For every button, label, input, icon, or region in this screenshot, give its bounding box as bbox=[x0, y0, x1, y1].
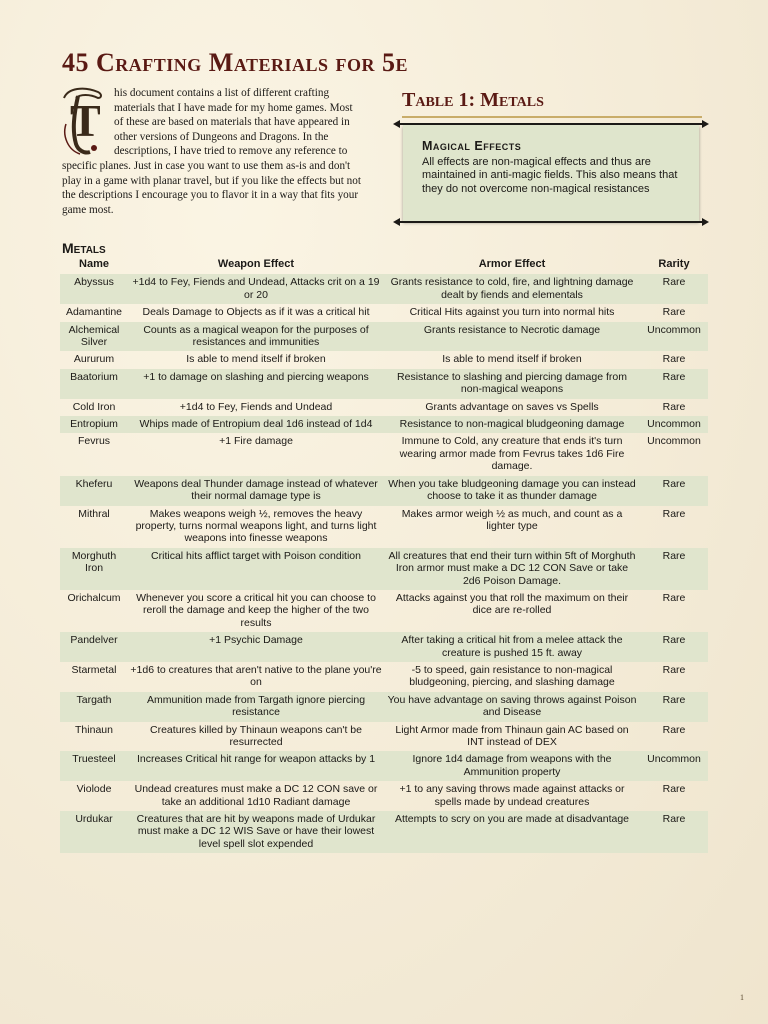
column-header-rarity: Rarity bbox=[658, 258, 690, 270]
metal-name-cell: Entropium bbox=[70, 418, 118, 431]
rarity-cell: Rare bbox=[662, 663, 686, 676]
armor-effect-cell: Resistance to non-magical bludgeoning damage bbox=[399, 418, 625, 431]
note-box bbox=[403, 125, 699, 221]
table-title: Table 1: Metals bbox=[402, 89, 544, 111]
section-title-metals: Metals bbox=[62, 240, 106, 256]
table-row bbox=[60, 399, 708, 416]
armor-effect-cell: +1 to any saving throws made against attacks or spells made by undead creatures bbox=[399, 783, 625, 808]
table-row bbox=[60, 274, 708, 304]
weapon-effect-cell: +1 Psychic Damage bbox=[209, 634, 303, 647]
weapon-effect-cell: Deals Damage to Objects as if it was a critical hit bbox=[142, 306, 370, 319]
armor-effect-cell: When you take bludgeoning damage you can instead choose to take it as thunder damage bbox=[388, 477, 636, 503]
rarity-cell: Rare bbox=[662, 306, 686, 319]
metal-name-cell: Alchemical Silver bbox=[68, 323, 120, 349]
rarity-cell: Rare bbox=[662, 353, 686, 366]
metal-name-cell: Adamantine bbox=[65, 306, 123, 319]
armor-effect-cell: You have advantage on saving throws against Poison and Disease bbox=[387, 693, 637, 719]
column-header-name: Name bbox=[79, 258, 109, 270]
metal-name-cell: Aururum bbox=[73, 353, 115, 366]
rarity-cell: Rare bbox=[662, 783, 686, 796]
rarity-cell: Rare bbox=[662, 276, 686, 289]
table-row bbox=[60, 304, 708, 321]
metal-name-cell: Baatorium bbox=[70, 370, 118, 383]
page-number: 1 bbox=[740, 993, 744, 1002]
intro-paragraph bbox=[62, 86, 364, 217]
metal-name-cell: Targath bbox=[76, 693, 112, 706]
table-row bbox=[60, 781, 708, 811]
table-row bbox=[60, 416, 708, 433]
metals-table-body bbox=[60, 274, 708, 853]
rarity-cell: Uncommon bbox=[647, 753, 701, 766]
table-row bbox=[60, 433, 708, 475]
weapon-effect-cell: +1d4 to Fey, Fiends and Undead bbox=[179, 400, 333, 413]
weapon-effect-cell: Whenever you score a critical hit you can choose to reroll the damage and keep the higher of the two results bbox=[136, 591, 376, 629]
rarity-cell: Rare bbox=[662, 813, 686, 826]
table-row bbox=[60, 590, 708, 632]
note-box-bottom-border bbox=[399, 221, 703, 223]
armor-effect-cell: Immune to Cold, any creature that ends it's turn wearing armor made from Fevrus takes 1d6 Fire damage. bbox=[399, 435, 625, 473]
table-row bbox=[60, 548, 708, 590]
column-header-weapon: Weapon Effect bbox=[217, 258, 295, 270]
metal-name-cell: Starmetal bbox=[71, 663, 117, 676]
weapon-effect-cell: Creatures killed by Thinaun weapons can't be resurrected bbox=[150, 723, 362, 748]
metal-name-cell: Thinaun bbox=[75, 723, 113, 736]
weapon-effect-cell: Weapons deal Thunder damage instead of whatever their normal damage type is bbox=[134, 477, 378, 503]
table-row bbox=[60, 751, 708, 781]
weapon-effect-cell: Whips made of Entropium deal 1d6 instead of 1d4 bbox=[139, 418, 373, 431]
rarity-cell: Rare bbox=[662, 693, 686, 706]
dropcap-ornament bbox=[58, 84, 106, 158]
rarity-cell: Rare bbox=[662, 723, 686, 736]
metal-name-cell: Pandelver bbox=[70, 634, 118, 647]
armor-effect-cell: Light Armor made from Thinaun gain AC based on INT instead of DEX bbox=[395, 723, 629, 748]
rarity-cell: Rare bbox=[662, 507, 686, 520]
armor-effect-cell: Attacks against you that roll the maximum on their dice are re-rolled bbox=[395, 591, 629, 617]
metal-name-cell: Abyssus bbox=[74, 276, 114, 289]
table-row bbox=[60, 369, 708, 399]
rarity-cell: Rare bbox=[662, 400, 686, 413]
weapon-effect-cell: Critical hits afflict target with Poison condition bbox=[151, 549, 361, 562]
weapon-effect-cell: Increases Critical hit range for weapon attacks by 1 bbox=[136, 753, 376, 766]
armor-effect-cell: Grants resistance to Necrotic damage bbox=[423, 323, 601, 336]
rarity-cell: Rare bbox=[662, 370, 686, 383]
table-row bbox=[60, 692, 708, 722]
armor-effect-cell: Grants resistance to cold, fire, and lightning damage dealt by fiends and elementals bbox=[390, 276, 634, 301]
armor-effect-cell: Critical Hits against you turn into normal hits bbox=[409, 306, 615, 319]
note-box-top-border bbox=[399, 123, 703, 125]
weapon-effect-cell: Makes weapons weigh ½, removes the heavy property, turns normal weapons light, and turns light weapons into finesse weapons bbox=[135, 507, 377, 545]
table-row bbox=[60, 811, 708, 853]
note-box-body: All effects are non-magical effects and thus are maintained in anti-magic fields. This also means that they do not overcome non-magical resistances bbox=[422, 156, 678, 195]
rarity-cell: Uncommon bbox=[647, 418, 701, 431]
weapon-effect-cell: Ammunition made from Targath ignore piercing resistance bbox=[146, 693, 366, 719]
armor-effect-cell: Is able to mend itself if broken bbox=[442, 353, 582, 366]
weapon-effect-cell: Is able to mend itself if broken bbox=[186, 353, 326, 366]
weapon-effect-cell: +1 to damage on slashing and piercing weapons bbox=[143, 370, 369, 383]
rarity-cell: Uncommon bbox=[647, 435, 701, 448]
rarity-cell: Rare bbox=[662, 477, 686, 490]
metal-name-cell: Orichalcum bbox=[67, 591, 121, 604]
rarity-cell: Rare bbox=[662, 549, 686, 562]
weapon-effect-cell: Creatures that are hit by weapons made of Urdukar must make a DC 12 WIS Save or have their lowest level spell slot expended bbox=[136, 813, 376, 850]
armor-effect-cell: Resistance to slashing and piercing damage from non-magical weapons bbox=[397, 370, 627, 396]
note-box-title: Magical Effects bbox=[422, 139, 522, 153]
weapon-effect-cell: Counts as a magical weapon for the purposes of resistances and immunities bbox=[143, 323, 369, 349]
metal-name-cell: Fevrus bbox=[77, 435, 111, 448]
table-row bbox=[60, 351, 708, 368]
rarity-cell: Uncommon bbox=[647, 323, 701, 336]
armor-effect-cell: -5 to speed, gain resistance to non-magical bludgeoning, piercing, and slashing damage bbox=[409, 663, 615, 689]
weapon-effect-cell: +1 Fire damage bbox=[219, 435, 293, 448]
intro-text: his document contains a list of different crafting materials that I have made for my home games. Most of these are based on materials that have appeared in other versions of Dungeons and Dragons. In the descriptions, I have tried to remove any reference to specific planes. Just in case you want to use them as-is and don't play in a game with planar travel, but if you like the effects but not the descriptions I encourage you to flavor it in a way that fits your game most. bbox=[62, 87, 361, 216]
column-header-armor: Armor Effect bbox=[478, 258, 546, 270]
metal-name-cell: Violode bbox=[76, 783, 112, 796]
rarity-cell: Rare bbox=[662, 634, 686, 647]
armor-effect-cell: Makes armor weigh ½ as much, and count as a lighter type bbox=[401, 507, 623, 532]
metal-name-cell: Mithral bbox=[78, 507, 110, 520]
document-title: 45 Crafting Materials for 5e bbox=[62, 48, 409, 77]
table-row bbox=[60, 632, 708, 662]
title-divider bbox=[402, 116, 702, 118]
metal-name-cell: Kheferu bbox=[75, 477, 113, 490]
weapon-effect-cell: +1d6 to creatures that aren't native to the plane you're on bbox=[130, 663, 382, 689]
rarity-cell: Rare bbox=[662, 591, 686, 604]
weapon-effect-cell: +1d4 to Fey, Fiends and Undead, Attacks crit on a 19 or 20 bbox=[132, 276, 380, 301]
weapon-effect-cell: Undead creatures must make a DC 12 CON save or take an additional 1d10 Radiant damage bbox=[134, 783, 378, 808]
armor-effect-cell: Grants advantage on saves vs Spells bbox=[425, 400, 599, 413]
table-row bbox=[60, 662, 708, 692]
armor-effect-cell: After taking a critical hit from a melee attack the creature is pushed 15 ft. away bbox=[401, 634, 623, 659]
table-header-row bbox=[60, 256, 708, 274]
table-row bbox=[60, 322, 708, 352]
metals-table bbox=[60, 256, 708, 853]
metal-name-cell: Morghuth Iron bbox=[71, 549, 117, 575]
armor-effect-cell: Ignore 1d4 damage from weapons with the Ammunition property bbox=[412, 753, 612, 778]
metal-name-cell: Cold Iron bbox=[72, 400, 116, 413]
armor-effect-cell: All creatures that end their turn within 5ft of Morghuth Iron armor must make a DC 12 CON Save or take 2d6 Poison Damage. bbox=[388, 549, 636, 587]
table-row bbox=[60, 722, 708, 752]
metal-name-cell: Urdukar bbox=[75, 813, 113, 826]
table-row bbox=[60, 476, 708, 506]
table-row bbox=[60, 506, 708, 548]
armor-effect-cell: Attempts to scry on you are made at disadvantage bbox=[394, 813, 630, 826]
metal-name-cell: Truesteel bbox=[72, 753, 116, 766]
dropcap-letter: T bbox=[70, 95, 101, 146]
